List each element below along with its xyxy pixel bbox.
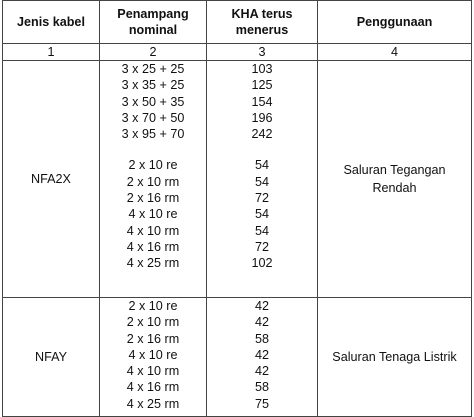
cross-section-value: 4 x 25 rm xyxy=(126,256,180,271)
table-row xyxy=(3,298,472,417)
usage-line: Saluran Tegangan xyxy=(343,163,446,177)
kha-value: 242 xyxy=(251,127,273,142)
usage-cell xyxy=(318,61,472,298)
kha-value: 154 xyxy=(251,94,273,109)
kha-value: 54 xyxy=(254,207,269,222)
column-number-1: 1 xyxy=(3,44,100,61)
cable-type-cell: NFA2X xyxy=(3,61,100,298)
column-number-3: 3 xyxy=(207,44,318,61)
cross-section-value: 2 x 10 rm xyxy=(126,315,180,330)
cross-section-value: 2 x 16 rm xyxy=(126,191,180,206)
table-row xyxy=(3,61,472,298)
kha-value: 72 xyxy=(254,239,269,254)
cross-section-value: 2 x 16 rm xyxy=(126,331,180,346)
spacer xyxy=(207,142,317,157)
kha-cell xyxy=(207,61,318,298)
header-row xyxy=(3,1,472,44)
cross-section-value: 3 x 25 + 25 xyxy=(121,62,185,76)
kha-value: 42 xyxy=(254,347,269,362)
cross-section-value: 4 x 10 re xyxy=(128,207,178,222)
kha-value: 42 xyxy=(254,299,269,313)
cross-section-value: 3 x 95 + 70 xyxy=(121,127,185,142)
kha-value: 103 xyxy=(251,62,273,76)
cross-section-value: 4 x 10 rm xyxy=(126,223,180,238)
cross-section-value: 2 x 10 re xyxy=(128,299,178,313)
kha-value: 58 xyxy=(254,380,269,395)
usage-cell xyxy=(318,298,472,417)
usage-line: Saluran Tenaga Listrik xyxy=(332,350,457,364)
kha-value: 72 xyxy=(254,191,269,206)
column-number-4: 4 xyxy=(318,44,472,61)
header-jenis-kabel: Jenis kabel xyxy=(3,1,100,44)
cross-section-value: 3 x 70 + 50 xyxy=(121,110,185,125)
kha-value: 102 xyxy=(251,256,273,271)
header-penampang-nominal: Penampang nominal xyxy=(100,1,207,44)
column-number-row xyxy=(3,44,472,61)
cross-section-value: 2 x 10 rm xyxy=(126,174,180,189)
kha-value: 54 xyxy=(254,158,269,173)
cross-section-value: 4 x 16 rm xyxy=(126,239,180,254)
kha-value: 42 xyxy=(254,315,269,330)
kha-value: 75 xyxy=(254,396,269,411)
kha-value: 42 xyxy=(254,364,269,379)
cross-section-cell xyxy=(100,61,207,298)
kha-value: 196 xyxy=(251,110,273,125)
cross-section-value: 3 x 50 + 35 xyxy=(121,94,185,109)
kha-cell xyxy=(207,298,318,417)
usage-line: Rendah xyxy=(372,181,417,195)
cross-section-value: 3 x 35 + 25 xyxy=(121,78,185,93)
cross-section-cell xyxy=(100,298,207,417)
kha-value: 54 xyxy=(254,174,269,189)
cross-section-value: 4 x 10 re xyxy=(128,347,178,362)
cross-section-value: 4 x 10 rm xyxy=(126,364,180,379)
cable-type-cell: NFAY xyxy=(3,298,100,417)
kha-value: 58 xyxy=(254,331,269,346)
cross-section-value: 4 x 16 rm xyxy=(126,380,180,395)
kha-value: 54 xyxy=(254,223,269,238)
spacer xyxy=(100,142,206,157)
cross-section-value: 2 x 10 re xyxy=(128,158,178,173)
header-penggunaan: Penggunaan xyxy=(318,1,472,44)
cross-section-value: 4 x 25 rm xyxy=(126,396,180,411)
column-number-2: 2 xyxy=(100,44,207,61)
kha-value: 125 xyxy=(251,78,273,93)
header-kha: KHA terus menerus xyxy=(207,1,318,44)
kha-table xyxy=(2,0,472,417)
